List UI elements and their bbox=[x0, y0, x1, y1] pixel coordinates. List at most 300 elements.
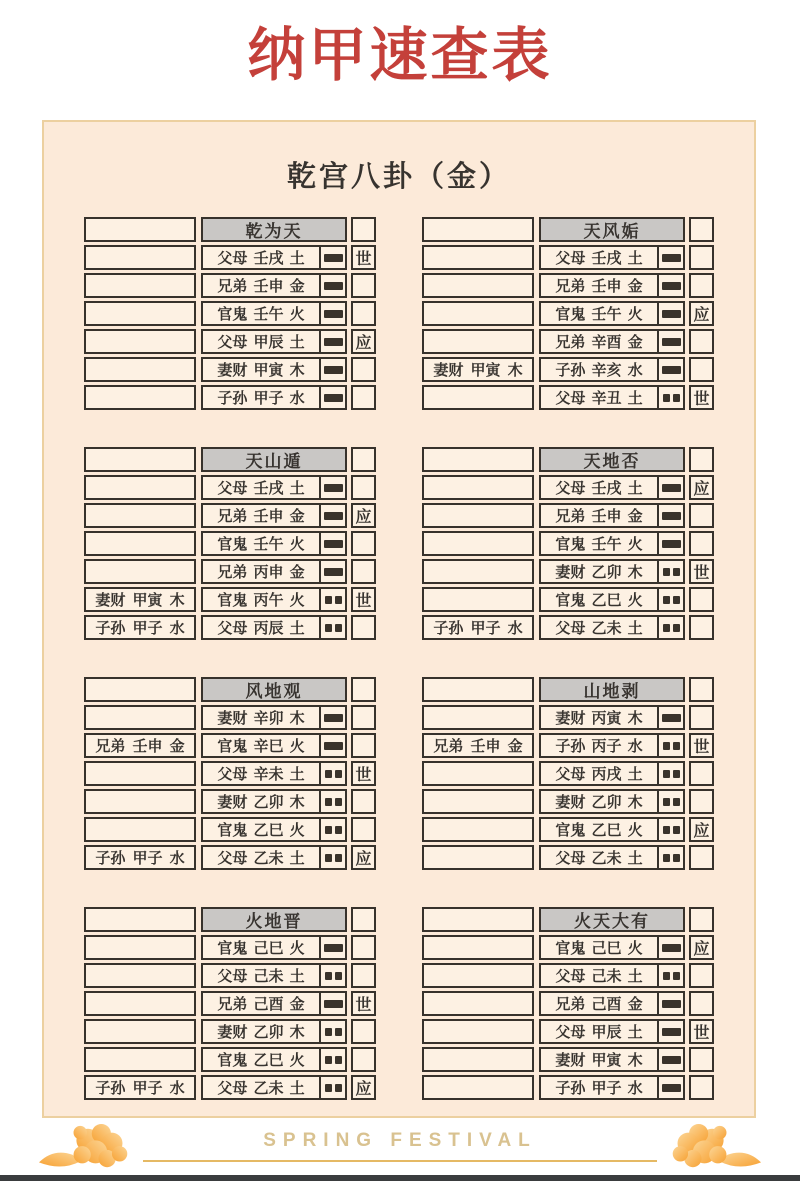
yao-row bbox=[422, 245, 714, 270]
hidden-spirit-cell bbox=[84, 991, 196, 1016]
yao-main-cell bbox=[201, 559, 347, 584]
yao-row bbox=[422, 329, 714, 354]
yao-line-icon bbox=[659, 937, 683, 958]
shi-ying-cell: 世 bbox=[689, 733, 714, 758]
relative-stem-element-text: 父母 己未 土 bbox=[541, 965, 659, 986]
yao-line-icon bbox=[321, 617, 345, 638]
yao-main-cell bbox=[201, 531, 347, 556]
yin-line-icon bbox=[663, 972, 670, 980]
hidden-spirit-cell: 妻财 甲寅 木 bbox=[84, 587, 196, 612]
hidden-spirit-cell bbox=[84, 503, 196, 528]
yao-main-cell bbox=[201, 615, 347, 640]
shi-ying-cell: 世 bbox=[351, 587, 376, 612]
table-header-row bbox=[84, 447, 376, 472]
bottom-border-bar bbox=[0, 1175, 800, 1181]
shi-ying-cell bbox=[689, 531, 714, 556]
yao-row bbox=[422, 935, 714, 960]
yao-row bbox=[422, 789, 714, 814]
hidden-spirit-cell bbox=[84, 1047, 196, 1072]
yao-row bbox=[84, 587, 376, 612]
yin-line-icon bbox=[673, 826, 680, 834]
shi-ying-cell bbox=[689, 1075, 714, 1100]
hidden-spirit-cell bbox=[422, 329, 534, 354]
yin-line-icon bbox=[673, 854, 680, 862]
yang-line-icon bbox=[662, 310, 681, 318]
yao-line-icon bbox=[659, 819, 683, 840]
hexagram-table bbox=[84, 907, 376, 1100]
yao-line-icon bbox=[659, 331, 683, 352]
yin-line-icon bbox=[325, 596, 332, 604]
yao-line-icon bbox=[659, 707, 683, 728]
relative-stem-element-text: 官鬼 乙巳 火 bbox=[541, 819, 659, 840]
yao-row bbox=[422, 615, 714, 640]
relative-stem-element-text: 官鬼 辛巳 火 bbox=[203, 735, 321, 756]
yin-line-icon bbox=[663, 798, 670, 806]
relative-stem-element-text: 父母 壬戌 土 bbox=[541, 247, 659, 268]
yao-row bbox=[422, 705, 714, 730]
table-header-row bbox=[84, 907, 376, 932]
shi-ying-cell bbox=[689, 845, 714, 870]
hidden-spirit-cell bbox=[84, 273, 196, 298]
relative-stem-element-text: 子孙 甲子 水 bbox=[541, 1077, 659, 1098]
hidden-spirit-cell bbox=[422, 935, 534, 960]
hidden-spirit-cell bbox=[84, 963, 196, 988]
hidden-spirit-header-cell bbox=[422, 217, 534, 242]
yang-line-icon bbox=[324, 338, 343, 346]
hidden-spirit-cell bbox=[84, 245, 196, 270]
page-title: 纳甲速查表 bbox=[247, 23, 553, 88]
yang-line-icon bbox=[324, 282, 343, 290]
yao-main-cell bbox=[539, 1047, 685, 1072]
yao-row bbox=[84, 1019, 376, 1044]
yao-main-cell bbox=[201, 935, 347, 960]
yang-line-icon bbox=[662, 282, 681, 290]
yao-main-cell bbox=[539, 817, 685, 842]
relative-stem-element-text: 官鬼 己巳 火 bbox=[203, 937, 321, 958]
yao-row bbox=[84, 817, 376, 842]
mark-header-cell bbox=[351, 217, 376, 242]
hidden-spirit-cell bbox=[422, 385, 534, 410]
shi-ying-cell: 应 bbox=[689, 301, 714, 326]
yao-line-icon bbox=[659, 763, 683, 784]
relative-stem-element-text: 官鬼 壬午 火 bbox=[541, 303, 659, 324]
yao-main-cell bbox=[201, 475, 347, 500]
shi-ying-cell bbox=[689, 245, 714, 270]
shi-ying-cell bbox=[689, 329, 714, 354]
hidden-spirit-cell bbox=[84, 761, 196, 786]
hidden-spirit-cell bbox=[422, 503, 534, 528]
hidden-spirit-cell bbox=[84, 705, 196, 730]
yang-line-icon bbox=[662, 944, 681, 952]
relative-stem-element-text: 父母 辛未 土 bbox=[203, 763, 321, 784]
relative-stem-element-text: 兄弟 壬申 金 bbox=[541, 275, 659, 296]
yin-line-icon bbox=[325, 798, 332, 806]
yin-line-icon bbox=[325, 1056, 332, 1064]
hexagram-table bbox=[422, 677, 714, 870]
yao-row bbox=[422, 817, 714, 842]
yao-line-icon bbox=[321, 505, 345, 526]
yao-line-icon bbox=[659, 965, 683, 986]
hidden-spirit-cell bbox=[422, 963, 534, 988]
relative-stem-element-text: 父母 壬戌 土 bbox=[203, 247, 321, 268]
relative-stem-element-text: 父母 甲辰 土 bbox=[541, 1021, 659, 1042]
hidden-spirit-cell bbox=[422, 789, 534, 814]
yao-line-icon bbox=[321, 331, 345, 352]
yao-main-cell bbox=[539, 475, 685, 500]
relative-stem-element-text: 父母 乙未 土 bbox=[541, 617, 659, 638]
yin-line-icon bbox=[673, 394, 680, 402]
hidden-spirit-cell: 子孙 甲子 水 bbox=[84, 1075, 196, 1100]
yao-row bbox=[84, 615, 376, 640]
yao-row bbox=[84, 1075, 376, 1100]
hexagram-table bbox=[422, 447, 714, 640]
yang-line-icon bbox=[662, 714, 681, 722]
shi-ying-cell bbox=[689, 963, 714, 988]
yao-line-icon bbox=[659, 1049, 683, 1070]
hexagram-name: 火天大有 bbox=[539, 907, 685, 932]
yin-line-icon bbox=[325, 826, 332, 834]
hidden-spirit-cell bbox=[84, 357, 196, 382]
relative-stem-element-text: 父母 壬戌 土 bbox=[203, 477, 321, 498]
yao-line-icon bbox=[321, 589, 345, 610]
yao-main-cell bbox=[201, 733, 347, 758]
yao-row bbox=[84, 385, 376, 410]
hidden-spirit-cell bbox=[84, 475, 196, 500]
relative-stem-element-text: 妻财 乙卯 木 bbox=[203, 1021, 321, 1042]
hexagram-name: 火地晋 bbox=[201, 907, 347, 932]
yao-line-icon bbox=[659, 847, 683, 868]
yao-row bbox=[84, 329, 376, 354]
hidden-spirit-cell bbox=[422, 991, 534, 1016]
yang-line-icon bbox=[662, 540, 681, 548]
yao-row bbox=[84, 761, 376, 786]
yao-main-cell bbox=[201, 587, 347, 612]
hidden-spirit-header-cell bbox=[84, 447, 196, 472]
yao-row bbox=[422, 273, 714, 298]
yin-line-icon bbox=[663, 854, 670, 862]
yao-line-icon bbox=[321, 561, 345, 582]
relative-stem-element-text: 官鬼 壬午 火 bbox=[203, 303, 321, 324]
yao-row bbox=[422, 845, 714, 870]
yao-line-icon bbox=[659, 387, 683, 408]
relative-stem-element-text: 官鬼 乙巳 火 bbox=[541, 589, 659, 610]
relative-stem-element-text: 妻财 乙卯 木 bbox=[541, 791, 659, 812]
yao-row bbox=[422, 503, 714, 528]
relative-stem-element-text: 子孙 辛亥 水 bbox=[541, 359, 659, 380]
relative-stem-element-text: 子孙 甲子 水 bbox=[203, 387, 321, 408]
yao-main-cell bbox=[539, 559, 685, 584]
yin-line-icon bbox=[663, 742, 670, 750]
relative-stem-element-text: 父母 甲辰 土 bbox=[203, 331, 321, 352]
yao-row bbox=[422, 301, 714, 326]
yao-line-icon bbox=[321, 965, 345, 986]
shi-ying-cell bbox=[351, 1047, 376, 1072]
yao-line-icon bbox=[659, 561, 683, 582]
hidden-spirit-cell bbox=[84, 301, 196, 326]
hexagram-name: 风地观 bbox=[201, 677, 347, 702]
yao-row bbox=[84, 845, 376, 870]
hidden-spirit-header-cell bbox=[422, 677, 534, 702]
relative-stem-element-text: 子孙 丙子 水 bbox=[541, 735, 659, 756]
yin-line-icon bbox=[673, 596, 680, 604]
relative-stem-element-text: 兄弟 壬申 金 bbox=[203, 275, 321, 296]
yang-line-icon bbox=[324, 512, 343, 520]
hexagram-name: 乾为天 bbox=[201, 217, 347, 242]
yin-line-icon bbox=[335, 596, 342, 604]
shi-ying-cell bbox=[689, 357, 714, 382]
yang-line-icon bbox=[324, 944, 343, 952]
shi-ying-cell: 世 bbox=[689, 385, 714, 410]
hidden-spirit-cell bbox=[84, 559, 196, 584]
shi-ying-cell: 世 bbox=[351, 991, 376, 1016]
yang-line-icon bbox=[324, 540, 343, 548]
yin-line-icon bbox=[673, 972, 680, 980]
mark-header-cell bbox=[351, 677, 376, 702]
yao-row bbox=[422, 385, 714, 410]
yao-main-cell bbox=[539, 503, 685, 528]
yang-line-icon bbox=[662, 1056, 681, 1064]
yao-line-icon bbox=[659, 247, 683, 268]
yao-row bbox=[84, 273, 376, 298]
relative-stem-element-text: 兄弟 辛酉 金 bbox=[541, 331, 659, 352]
yao-main-cell bbox=[201, 273, 347, 298]
shi-ying-cell bbox=[351, 789, 376, 814]
yin-line-icon bbox=[335, 972, 342, 980]
yin-line-icon bbox=[325, 1028, 332, 1036]
yang-line-icon bbox=[662, 1000, 681, 1008]
yin-line-icon bbox=[335, 1056, 342, 1064]
relative-stem-element-text: 父母 辛丑 土 bbox=[541, 387, 659, 408]
yao-main-cell bbox=[539, 789, 685, 814]
hidden-spirit-cell: 子孙 甲子 水 bbox=[84, 615, 196, 640]
hidden-spirit-cell bbox=[422, 705, 534, 730]
yao-row bbox=[84, 531, 376, 556]
hexagram-name: 山地剥 bbox=[539, 677, 685, 702]
relative-stem-element-text: 官鬼 丙午 火 bbox=[203, 589, 321, 610]
yang-line-icon bbox=[662, 512, 681, 520]
hidden-spirit-cell bbox=[84, 817, 196, 842]
yao-main-cell bbox=[539, 991, 685, 1016]
yao-row bbox=[84, 733, 376, 758]
yao-main-cell bbox=[539, 963, 685, 988]
yao-line-icon bbox=[321, 993, 345, 1014]
hexagram-table bbox=[422, 217, 714, 410]
yao-row bbox=[422, 357, 714, 382]
shi-ying-cell: 世 bbox=[689, 559, 714, 584]
table-header-row bbox=[84, 217, 376, 242]
shi-ying-cell bbox=[689, 587, 714, 612]
shi-ying-cell bbox=[689, 1047, 714, 1072]
hidden-spirit-cell bbox=[84, 385, 196, 410]
shi-ying-cell bbox=[351, 733, 376, 758]
yao-line-icon bbox=[321, 763, 345, 784]
yao-row bbox=[422, 733, 714, 758]
yao-line-icon bbox=[321, 847, 345, 868]
hidden-spirit-cell bbox=[422, 245, 534, 270]
mark-header-cell bbox=[689, 677, 714, 702]
hidden-spirit-cell bbox=[422, 273, 534, 298]
yin-line-icon bbox=[335, 798, 342, 806]
hidden-spirit-cell bbox=[84, 531, 196, 556]
yao-row bbox=[84, 705, 376, 730]
hidden-spirit-cell: 兄弟 壬申 金 bbox=[84, 733, 196, 758]
yao-row bbox=[84, 963, 376, 988]
yang-line-icon bbox=[324, 742, 343, 750]
hidden-spirit-cell bbox=[422, 475, 534, 500]
yao-main-cell bbox=[201, 329, 347, 354]
shi-ying-cell: 应 bbox=[689, 817, 714, 842]
yao-line-icon bbox=[659, 275, 683, 296]
yin-line-icon bbox=[335, 624, 342, 632]
yao-main-cell bbox=[201, 705, 347, 730]
hidden-spirit-cell bbox=[422, 587, 534, 612]
table-header-row bbox=[422, 217, 714, 242]
shi-ying-cell: 世 bbox=[351, 761, 376, 786]
shi-ying-cell bbox=[689, 705, 714, 730]
relative-stem-element-text: 兄弟 丙申 金 bbox=[203, 561, 321, 582]
yin-line-icon bbox=[673, 624, 680, 632]
yao-line-icon bbox=[321, 247, 345, 268]
yao-row bbox=[84, 301, 376, 326]
yao-row bbox=[84, 1047, 376, 1072]
yin-line-icon bbox=[663, 568, 670, 576]
yin-line-icon bbox=[673, 798, 680, 806]
footer-caption: SPRING FESTIVAL bbox=[263, 1130, 537, 1151]
yang-line-icon bbox=[662, 484, 681, 492]
yang-line-icon bbox=[324, 568, 343, 576]
yao-line-icon bbox=[659, 617, 683, 638]
yao-main-cell bbox=[201, 385, 347, 410]
yang-line-icon bbox=[662, 366, 681, 374]
relative-stem-element-text: 官鬼 乙巳 火 bbox=[203, 819, 321, 840]
relative-stem-element-text: 妻财 丙寅 木 bbox=[541, 707, 659, 728]
yao-line-icon bbox=[321, 1021, 345, 1042]
yang-line-icon bbox=[324, 254, 343, 262]
yao-line-icon bbox=[321, 707, 345, 728]
yang-line-icon bbox=[662, 1028, 681, 1036]
yao-main-cell bbox=[201, 503, 347, 528]
relative-stem-element-text: 兄弟 己酉 金 bbox=[541, 993, 659, 1014]
yao-line-icon bbox=[321, 533, 345, 554]
relative-stem-element-text: 父母 乙未 土 bbox=[541, 847, 659, 868]
yang-line-icon bbox=[324, 366, 343, 374]
yin-line-icon bbox=[673, 742, 680, 750]
table-header-row bbox=[422, 677, 714, 702]
yao-line-icon bbox=[321, 359, 345, 380]
yao-line-icon bbox=[659, 533, 683, 554]
hexagram-name: 天山遁 bbox=[201, 447, 347, 472]
yao-main-cell bbox=[201, 845, 347, 870]
hidden-spirit-cell: 子孙 甲子 水 bbox=[84, 845, 196, 870]
yao-row bbox=[422, 1047, 714, 1072]
shi-ying-cell bbox=[689, 503, 714, 528]
hidden-spirit-header-cell bbox=[84, 677, 196, 702]
yao-row bbox=[84, 935, 376, 960]
yao-main-cell bbox=[539, 761, 685, 786]
yin-line-icon bbox=[335, 770, 342, 778]
yao-main-cell bbox=[539, 587, 685, 612]
hidden-spirit-header-cell bbox=[84, 907, 196, 932]
shi-ying-cell bbox=[689, 991, 714, 1016]
hidden-spirit-cell bbox=[422, 559, 534, 584]
mark-header-cell bbox=[351, 447, 376, 472]
yao-row bbox=[422, 587, 714, 612]
yang-line-icon bbox=[324, 394, 343, 402]
shi-ying-cell: 应 bbox=[351, 503, 376, 528]
yao-line-icon bbox=[321, 1077, 345, 1098]
relative-stem-element-text: 官鬼 乙巳 火 bbox=[203, 1049, 321, 1070]
yin-line-icon bbox=[663, 826, 670, 834]
yao-main-cell bbox=[539, 845, 685, 870]
hidden-spirit-cell bbox=[422, 531, 534, 556]
shi-ying-cell bbox=[689, 273, 714, 298]
yin-line-icon bbox=[325, 854, 332, 862]
yao-main-cell bbox=[201, 963, 347, 988]
yao-main-cell bbox=[201, 1047, 347, 1072]
yao-main-cell bbox=[539, 615, 685, 640]
yao-row bbox=[84, 559, 376, 584]
yao-row bbox=[422, 963, 714, 988]
relative-stem-element-text: 官鬼 壬午 火 bbox=[203, 533, 321, 554]
yang-line-icon bbox=[662, 338, 681, 346]
hidden-spirit-cell: 妻财 甲寅 木 bbox=[422, 357, 534, 382]
hidden-spirit-cell bbox=[422, 761, 534, 786]
yao-main-cell bbox=[201, 245, 347, 270]
yao-line-icon bbox=[659, 505, 683, 526]
yao-row bbox=[422, 991, 714, 1016]
hidden-spirit-cell: 子孙 甲子 水 bbox=[422, 615, 534, 640]
relative-stem-element-text: 兄弟 壬申 金 bbox=[541, 505, 659, 526]
yao-line-icon bbox=[659, 735, 683, 756]
table-header-row bbox=[422, 907, 714, 932]
hexagram-table bbox=[84, 677, 376, 870]
hidden-spirit-cell bbox=[422, 1075, 534, 1100]
yao-main-cell bbox=[539, 329, 685, 354]
yao-main-cell bbox=[201, 1019, 347, 1044]
shi-ying-cell bbox=[689, 761, 714, 786]
relative-stem-element-text: 父母 己未 土 bbox=[203, 965, 321, 986]
footer-divider bbox=[143, 1160, 657, 1162]
yao-main-cell bbox=[539, 357, 685, 382]
yao-main-cell bbox=[201, 301, 347, 326]
yao-line-icon bbox=[659, 993, 683, 1014]
yao-row bbox=[84, 991, 376, 1016]
yao-line-icon bbox=[321, 1049, 345, 1070]
hexagram-table bbox=[422, 907, 714, 1100]
yao-line-icon bbox=[321, 275, 345, 296]
shi-ying-cell bbox=[351, 1019, 376, 1044]
hexagram-table bbox=[84, 447, 376, 640]
yao-main-cell bbox=[201, 789, 347, 814]
hidden-spirit-header-cell bbox=[84, 217, 196, 242]
yao-main-cell bbox=[539, 1019, 685, 1044]
yao-row bbox=[422, 559, 714, 584]
mark-header-cell bbox=[689, 217, 714, 242]
relative-stem-element-text: 兄弟 己酉 金 bbox=[203, 993, 321, 1014]
yao-line-icon bbox=[321, 387, 345, 408]
shi-ying-cell bbox=[351, 935, 376, 960]
yao-row bbox=[422, 1075, 714, 1100]
shi-ying-cell bbox=[351, 963, 376, 988]
yao-row bbox=[84, 789, 376, 814]
yao-main-cell bbox=[201, 357, 347, 382]
shi-ying-cell: 应 bbox=[689, 475, 714, 500]
yao-row bbox=[422, 531, 714, 556]
yin-line-icon bbox=[673, 770, 680, 778]
yao-main-cell bbox=[201, 991, 347, 1016]
shi-ying-cell bbox=[351, 301, 376, 326]
yao-main-cell bbox=[201, 1075, 347, 1100]
